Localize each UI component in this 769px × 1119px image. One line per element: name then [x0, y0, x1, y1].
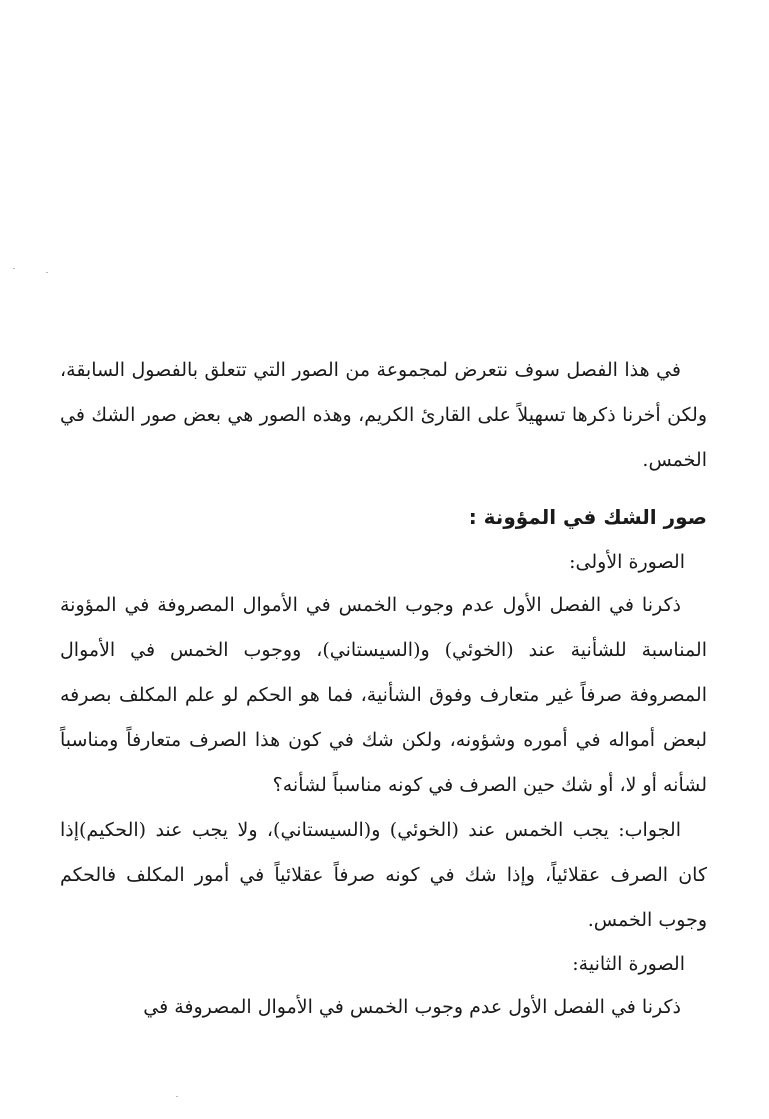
section-heading: صور الشك في المؤونة : — [468, 505, 707, 529]
case-1-answer: الجواب: يجب الخمس عند (الخوئي) و(السيستاني)، ولا يجب عند (الحكيم)إذا كان الصرف عقلائياً، وإذا شك في كونه صرفاً عقلائياً في أمور المكلف فالحكم وجوب الخمس. — [60, 819, 707, 931]
case-2-body: ذكرنا في الفصل الأول عدم وجوب الخمس في الأموال المصروفة في — [143, 996, 681, 1018]
scan-speck — [13, 268, 15, 269]
document-body — [60, 348, 707, 1030]
scan-speck — [176, 1096, 178, 1097]
case-2-title: الصورة الثانية: — [572, 953, 685, 975]
scan-speck — [46, 272, 48, 273]
case-1-title: الصورة الأولى: — [569, 551, 685, 573]
case-1-body: ذكرنا في الفصل الأول عدم وجوب الخمس في الأموال المصروفة في المؤونة المناسبة للشأنية عند (الخوئي) و(السيستاني)، ووجوب الخمس في الأموال المصروفة صرفاً غير متعارف وفوق الشأنية، فما هو الحكم لو علم المكلف بصرفه لبعض أمواله في أموره وشؤونه، ولكن شك في كون هذا الصرف متعارفاً ومناسباً لشأنه أو لا، أو شك حين الصرف في كونه مناسباً لشأنه؟ — [60, 594, 707, 796]
intro-paragraph: في هذا الفصل سوف نتعرض لمجموعة من الصور التي تتعلق بالفصول السابقة، ولكن أخرنا ذكرها تسهيلاً على القارئ الكريم، وهذه الصور هي بعض صور الشك في الخمس. — [60, 359, 707, 471]
